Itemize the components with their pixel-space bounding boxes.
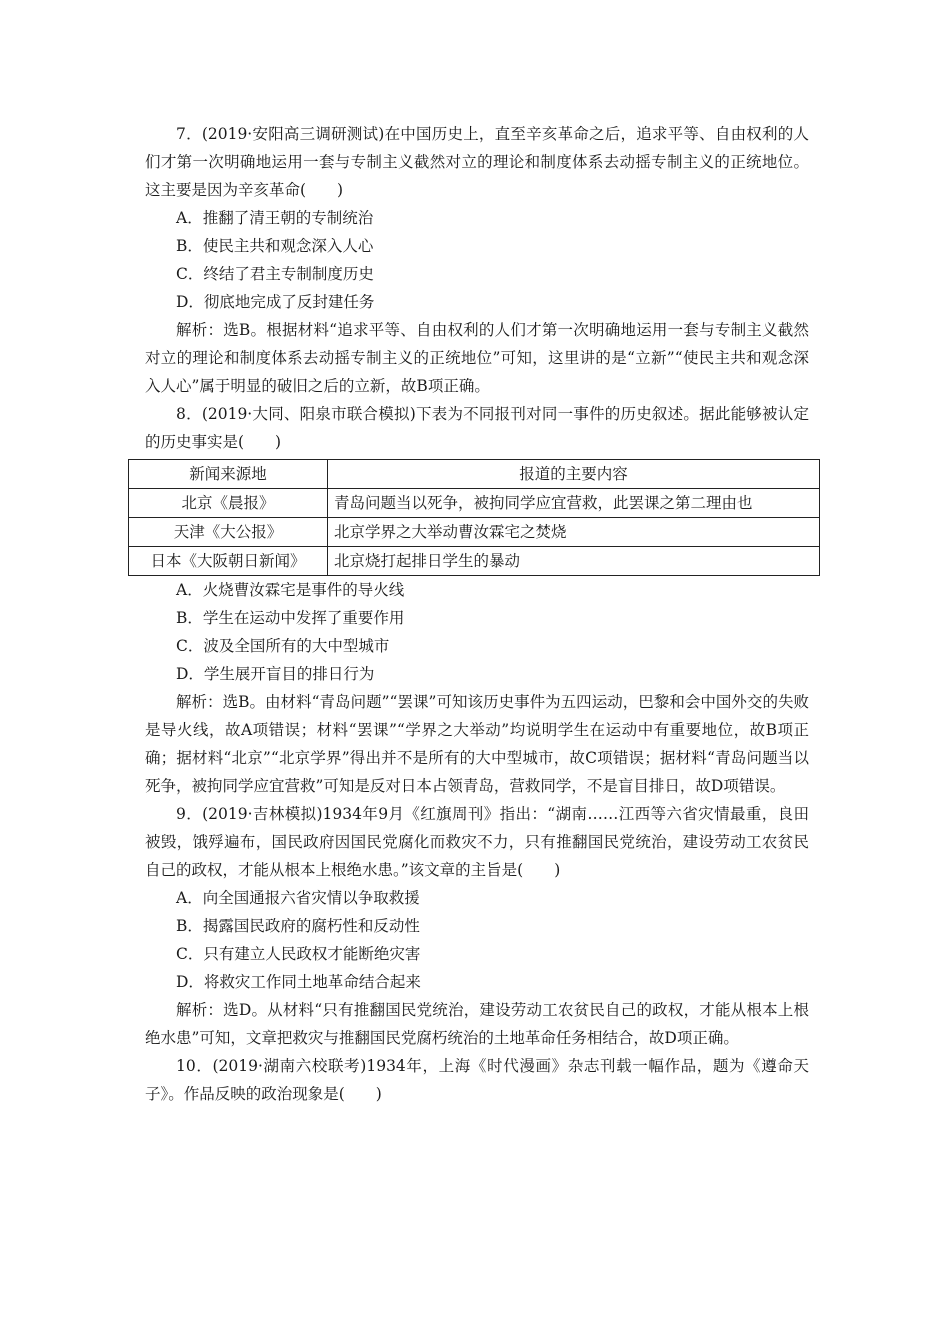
question-content: [145, 120, 809, 1108]
table-row: [129, 547, 820, 576]
question-9-option-d: D．将救灾工作同土地革命结合起来: [176, 973, 421, 991]
question-7-option-d: D．彻底地完成了反封建任务: [176, 293, 375, 311]
question-8-option-a: A．火烧曹汝霖宅是事件的导火线: [176, 581, 405, 599]
question-8-analysis: 解析：选B。由材料“青岛问题”“罢课”可知该历史事件为五四运动，巴黎和会中国外交的失败是导火线，故A项错误；材料“罢课”“学界之大举动”均说明学生在运动中有重要地位，故B项正确；据材料“北京”“北京学界”得出并不是所有的大中型城市，故C项错误；据材料“青岛问题当以死争，被拘同学应宜营救”可知是反对日本占领青岛，营救同学，不是盲目排日，故D项错误。: [145, 693, 809, 795]
table-cell-source: 天津《大公报》: [129, 518, 328, 547]
question-9-analysis: 解析：选D。从材料“只有推翻国民党统治，建设劳动工农贫民自己的政权，才能从根本上根绝水患”可知，文章把救灾与推翻国民党腐朽统治的土地革命任务相结合，故D项正确。: [145, 1001, 809, 1047]
table-row: [129, 489, 820, 518]
table-cell-content: 北京烧打起排日学生的暴动: [328, 547, 820, 576]
question-7-stem: 7．(2019·安阳高三调研测试)在中国历史上，直至辛亥革命之后，追求平等、自由权利的人们才第一次明确地运用一套与专制主义截然对立的理论和制度体系去动摇专制主义的正统地位。这主要是因为辛亥革命( ): [145, 125, 809, 199]
table-cell-source: 日本《大阪朝日新闻》: [129, 547, 328, 576]
table-header-content: 报道的主要内容: [328, 460, 820, 489]
question-7-option-c: C．终结了君主专制制度历史: [176, 265, 374, 283]
question-9-option-b: B．揭露国民政府的腐朽性和反动性: [176, 917, 420, 935]
question-7-analysis: 解析：选B。根据材料“追求平等、自由权利的人们才第一次明确地运用一套与专制主义截然对立的理论和制度体系去动摇专制主义的正统地位”可知，这里讲的是“立新”“使民主共和观念深入人心”属于明显的破旧之后的立新，故B项正确。: [145, 321, 809, 395]
news-source-table: [128, 459, 820, 576]
table-header-row: [129, 460, 820, 489]
table-header-source: 新闻来源地: [129, 460, 328, 489]
question-9-stem: 9．(2019·吉林模拟)1934年9月《红旗周刊》指出：“湖南……江西等六省灾情最重，良田被毁，饿殍遍布，国民政府因国民党腐化而救灾不力，只有推翻国民党统治，建设劳动工农贫民自己的政权，才能从根本上根绝水患。”该文章的主旨是( ): [145, 805, 809, 879]
table-cell-source: 北京《晨报》: [129, 489, 328, 518]
question-8-stem: 8．(2019·大同、阳泉市联合模拟)下表为不同报刊对同一事件的历史叙述。据此能够被认定的历史事实是( ): [145, 405, 809, 451]
question-8-option-d: D．学生展开盲目的排日行为: [176, 665, 375, 683]
question-9-option-c: C．只有建立人民政权才能断绝灾害: [176, 945, 421, 963]
question-10-stem: 10．(2019·湖南六校联考)1934年，上海《时代漫画》杂志刊载一幅作品，题为《遵命天子》。作品反映的政治现象是( ): [145, 1057, 809, 1103]
question-8-option-c: C．波及全国所有的大中型城市: [176, 637, 390, 655]
question-7-option-a: A．推翻了清王朝的专制统治: [176, 209, 374, 227]
question-9-option-a: A．向全国通报六省灾情以争取救援: [176, 889, 420, 907]
table-cell-content: 青岛问题当以死争，被拘同学应宜营救，此罢课之第二理由也: [328, 489, 820, 518]
table-row: [129, 518, 820, 547]
question-8-option-b: B．学生在运动中发挥了重要作用: [176, 609, 405, 627]
table-cell-content: 北京学界之大举动曹汝霖宅之焚烧: [328, 518, 820, 547]
question-7-option-b: B．使民主共和观念深入人心: [176, 237, 374, 255]
